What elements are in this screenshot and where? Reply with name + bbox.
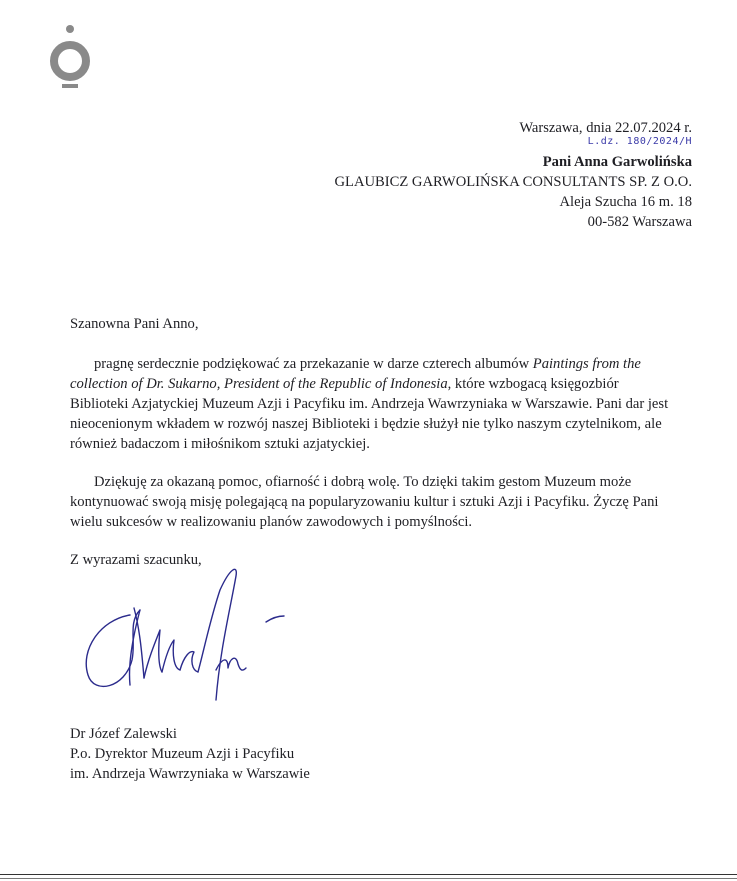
- paragraph-1: [70, 354, 674, 454]
- recipient-street: Aleja Szucha 16 m. 18: [559, 194, 692, 210]
- museum-logo: [48, 24, 96, 90]
- signer-name: Dr Józef Zalewski: [70, 726, 177, 742]
- handwritten-signature: [70, 560, 300, 710]
- page-bottom-edge: [0, 874, 737, 879]
- signer-title: P.o. Dyrektor Muzeum Azji i Pacyfiku: [70, 746, 295, 762]
- paragraph-1-start: pragnę serdecznie podziękować za przekazanie w darze czterech albumów: [94, 356, 533, 372]
- signer-institution: im. Andrzeja Wawrzyniaka w Warszawie: [70, 766, 310, 782]
- paragraph-1-end: , które wzbogacą księgozbiór Biblioteki Azjatyckiej Muzeum Azji i Pacyfiku im. Andrzeja Wawrzyniaka w Warszawie. Pani dar jest nieocenionym wkładem w rozwój naszej Biblioteki i będzie służył nie tylko naszym czytelnikom, ale również badaczom i miłośnikom sztuki azjatyckiej.: [70, 376, 669, 452]
- recipient-city: 00-582 Warszawa: [587, 214, 692, 230]
- salutation: Szanowna Pani Anno,: [70, 316, 199, 332]
- recipient-name: Pani Anna Garwolińska: [542, 154, 692, 170]
- closing-phrase: Z wyrazami szacunku,: [70, 552, 202, 568]
- reference-number: L.dz. 180/2024/H: [587, 136, 692, 147]
- place-date: Warszawa, dnia 22.07.2024 r.: [519, 120, 692, 136]
- recipient-company: GLAUBICZ GARWOLIŃSKA CONSULTANTS SP. Z O.O.: [334, 174, 692, 190]
- letter-header: [335, 118, 693, 232]
- signer-block: [70, 724, 310, 784]
- paragraph-2: Dziękuję za okazaną pomoc, ofiarność i dobrą wolę. To dzięki takim gestom Muzeum może kontynuować swoją misję polegającą na popularyzowaniu kultur i sztuki Azji i Pacyfiku. Życzę Pani wielu sukcesów w realizowaniu planów zawodowych i pomyślności.: [70, 474, 659, 530]
- album-title: Paintings from the collection of Dr. Sukarno, President of the Republic of Indonesia: [70, 356, 641, 392]
